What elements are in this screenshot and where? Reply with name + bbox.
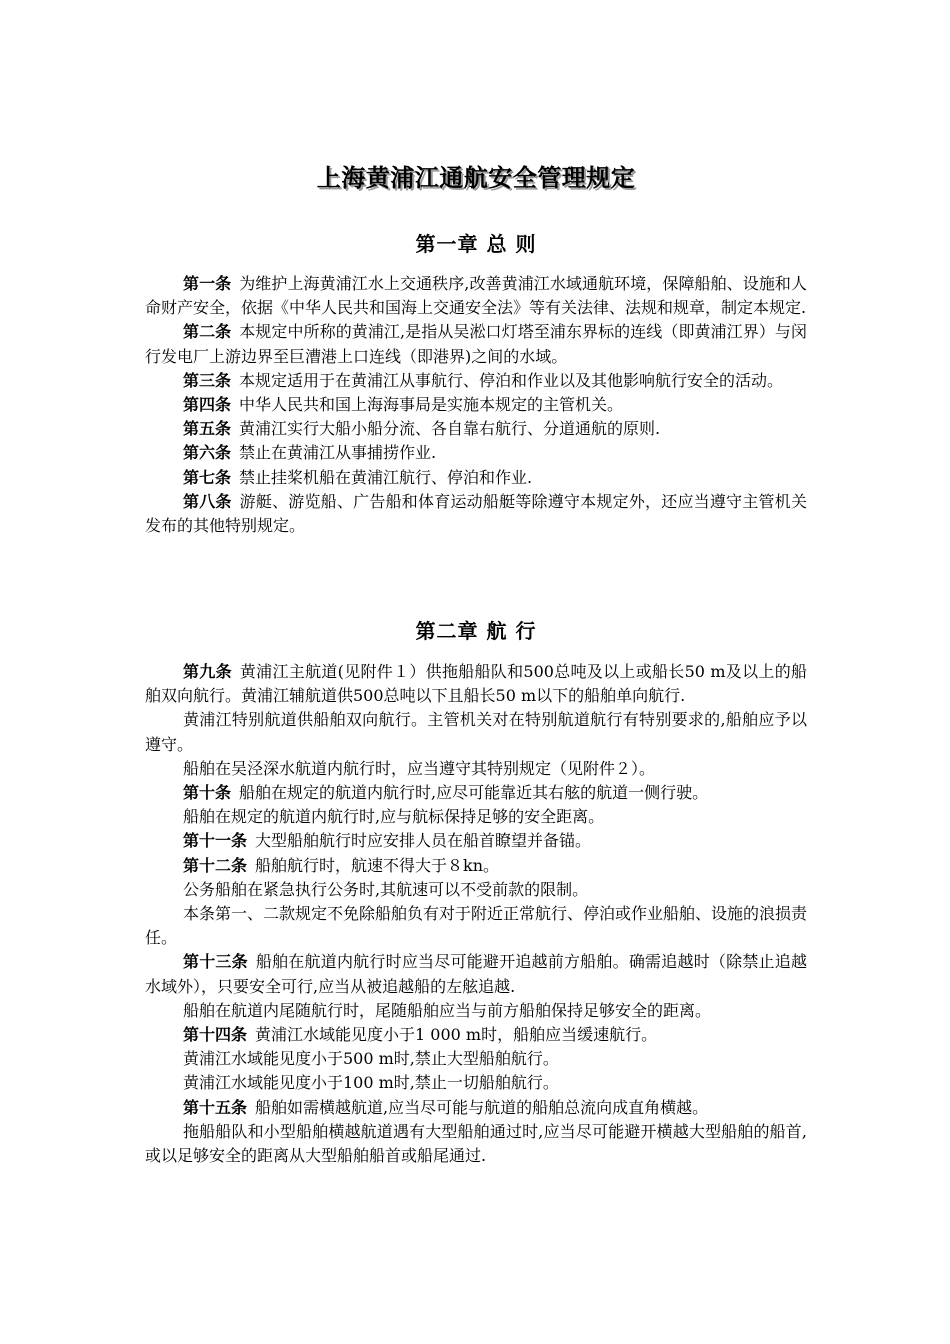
chapter-1-body xyxy=(145,272,807,538)
article-label: 第十三条 xyxy=(183,952,248,972)
article-15 xyxy=(145,1096,807,1120)
article-label: 第六条 xyxy=(183,443,232,463)
article-label: 第五条 xyxy=(183,419,232,439)
article-label: 第八条 xyxy=(183,491,232,511)
chapter-1-heading: 第一章 总 则 xyxy=(415,232,537,256)
paragraph-text: 黄浦江水域能见度小于100 m时,禁止一切船舶航行。 xyxy=(183,1073,559,1093)
article-9-para-3 xyxy=(145,757,807,781)
article-text: 禁止在黄浦江从事捕捞作业. xyxy=(239,443,437,463)
article-text: 为维护上海黄浦江水上交通秩序,改善黄浦江水域通航环境，保障船舶、设施和人命财产安全，依据《中华人民共和国海上交通安全法》等有关法律、法规和规章，制定本规定. xyxy=(145,274,807,318)
article-text: 船舶在规定的航道内航行时,应尽可能靠近其右舷的航道一侧行驶。 xyxy=(239,783,709,803)
article-text: 本规定适用于在黄浦江从事航行、停泊和作业以及其他影响航行安全的活动。 xyxy=(239,370,784,390)
article-10 xyxy=(145,781,807,805)
article-label: 第十条 xyxy=(183,783,232,803)
paragraph-text: 本条第一、二款规定不免除船舶负有对于附近正常航行、停泊或作业船舶、设施的浪损责任。 xyxy=(145,904,808,948)
paragraph-text: 船舶在吴泾深水航道内航行时，应当遵守其特别规定（见附件２）。 xyxy=(183,758,656,778)
article-10-para-2 xyxy=(145,805,807,829)
article-14-para-2 xyxy=(145,1047,807,1071)
article-text: 大型船舶航行时应安排人员在船首瞭望并备锚。 xyxy=(255,831,592,851)
article-text: 船舶在航道内航行时应当尽可能避开追越前方船舶。确需追越时（除禁止追越水域外），只要安全可行,应当从被追越船的左舷追越. xyxy=(145,952,807,996)
article-7 xyxy=(145,466,807,490)
article-6 xyxy=(145,441,807,465)
paragraph-text: 船舶在航道内尾随航行时，尾随船舶应当与前方船舶保持足够安全的距离。 xyxy=(183,1000,712,1020)
article-15-para-2 xyxy=(145,1120,807,1168)
article-text: 中华人民共和国上海海事局是实施本规定的主管机关。 xyxy=(239,395,624,415)
article-1 xyxy=(145,272,807,320)
article-text: 船舶航行时，航速不得大于８kn。 xyxy=(255,855,500,875)
article-label: 第九条 xyxy=(183,662,232,681)
paragraph-text: 船舶在规定的航道内航行时,应与航标保持足够的安全距离。 xyxy=(183,807,605,827)
chapter-2-heading: 第二章 航 行 xyxy=(415,619,537,643)
article-12-para-2 xyxy=(145,878,807,902)
article-text: 黄浦江主航道(见附件１）供拖船船队和500总吨及以上或船长50 m及以上的船舶双向航行。黄浦江辅航道供500总吨以下且船长50 m以下的船舶单向航行. xyxy=(145,662,807,706)
article-text: 黄浦江实行大船小船分流、各自靠右航行、分道通航的原则. xyxy=(239,419,661,439)
article-label: 第十二条 xyxy=(183,855,248,875)
article-8 xyxy=(145,490,807,538)
article-label: 第七条 xyxy=(183,467,232,487)
article-label: 第二条 xyxy=(183,322,232,342)
article-5 xyxy=(145,417,807,441)
article-12 xyxy=(145,854,807,878)
article-label: 第十五条 xyxy=(183,1097,248,1117)
document-title: 上海黄浦江通航安全管理规定 xyxy=(316,163,636,192)
article-9-para-2 xyxy=(145,708,807,756)
article-14 xyxy=(145,1023,807,1047)
paragraph-text: 公务船舶在紧急执行公务时,其航速可以不受前款的限制。 xyxy=(183,879,589,899)
article-label: 第十四条 xyxy=(183,1025,248,1045)
article-text: 游艇、游览船、广告船和体育运动船艇等除遵守本规定外，还应当遵守主管机关发布的其他特别规定。 xyxy=(145,491,807,536)
paragraph-text: 黄浦江特别航道供船舶双向航行。主管机关对在特别航道航行有特别要求的,船舶应予以遵守。 xyxy=(145,710,807,754)
article-9 xyxy=(145,660,807,708)
chapter-2-body xyxy=(145,660,807,1168)
paragraph-text: 黄浦江水域能见度小于500 m时,禁止大型船舶航行。 xyxy=(183,1049,559,1069)
paragraph-text: 拖船船队和小型船舶横越航道遇有大型船舶通过时,应当尽可能避开横越大型船舶的船首,或以足够安全的距离从大型船舶船首或船尾通过. xyxy=(145,1121,807,1166)
article-2 xyxy=(145,320,807,368)
article-11 xyxy=(145,829,807,853)
article-label: 第四条 xyxy=(183,395,232,415)
article-12-para-3 xyxy=(145,902,807,950)
article-label: 第一条 xyxy=(183,274,232,293)
article-text: 本规定中所称的黄浦江,是指从吴淞口灯塔至浦东界标的连线（即黄浦江界）与闵行发电厂上游边界至巨漕港上口连线（即港界)之间的水域。 xyxy=(145,322,807,366)
article-text: 黄浦江水域能见度小于1 000 m时，船舶应当缓速航行。 xyxy=(255,1025,658,1045)
article-label: 第三条 xyxy=(183,370,232,390)
article-13-para-2 xyxy=(145,999,807,1023)
article-13 xyxy=(145,950,807,998)
article-4 xyxy=(145,393,807,417)
article-text: 禁止挂桨机船在黄浦江航行、停泊和作业. xyxy=(239,467,533,487)
article-label: 第十一条 xyxy=(183,831,248,851)
article-text: 船舶如需横越航道,应当尽可能与航道的船舶总流向成直角横越。 xyxy=(255,1097,709,1117)
article-14-para-3 xyxy=(145,1071,807,1095)
article-3 xyxy=(145,369,807,393)
